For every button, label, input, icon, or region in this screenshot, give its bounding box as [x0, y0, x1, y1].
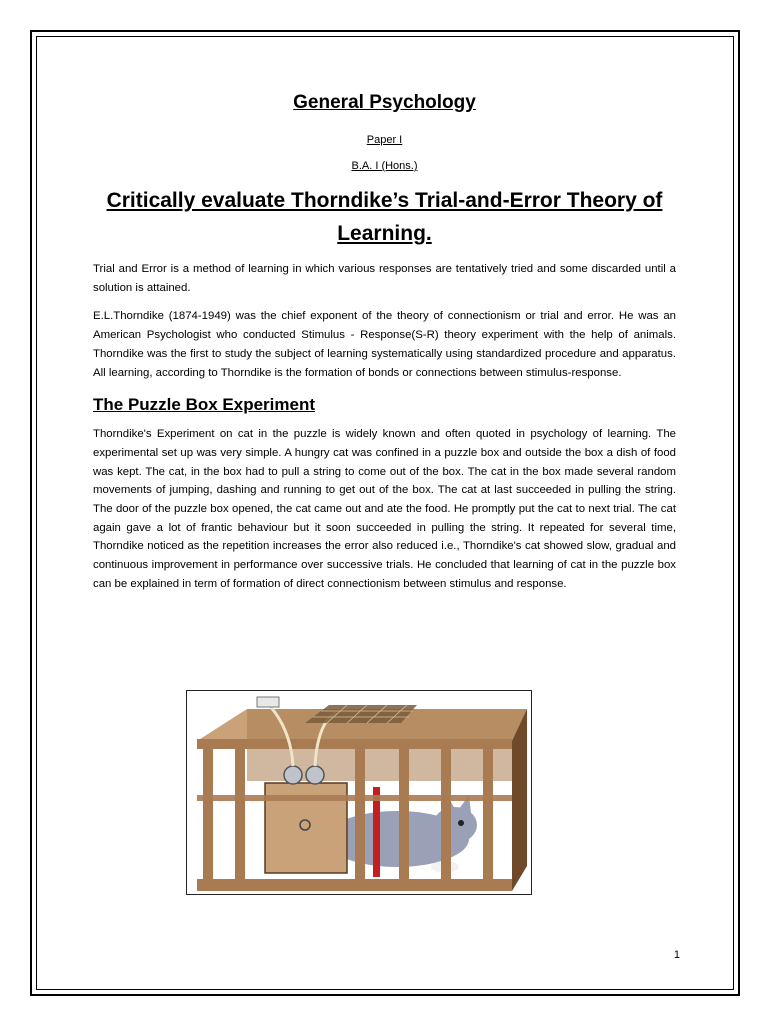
top-latch-block	[257, 697, 279, 707]
page-number: 1	[673, 949, 680, 961]
document-content	[93, 88, 676, 594]
bar	[483, 747, 493, 881]
puzzle-box-illustration	[187, 691, 532, 895]
top-mesh	[305, 705, 417, 723]
cat-eye	[458, 820, 464, 826]
bar	[355, 747, 365, 881]
box-right-side	[512, 709, 527, 891]
document-title: General Psychology	[293, 92, 476, 113]
course-label: B.A. I (Hons.)	[351, 160, 418, 172]
bar	[203, 747, 213, 881]
bar	[235, 747, 245, 881]
paper-label: Paper I	[366, 134, 403, 146]
thorndike-paragraph: E.L.Thorndike (1874-1949) was the chief exponent of the theory of connectionism or trial and error. He was an American Psychologist who conducted Stimulus - Response(S-R) theory experiment with the help of animals. Thorndike was the first to study the subject of learning systematically using standardized procedure and apparatus. All learning, according to Thorndike is the formation of bonds or connections between stimulus-response.	[93, 310, 676, 379]
intro-paragraph: Trial and Error is a method of learning in which various responses are tentatively tried and some discarded until a solution is attained.	[93, 263, 676, 294]
bar	[441, 747, 451, 881]
puzzle-box-figure	[186, 690, 532, 895]
puzzle-box-paragraph: Thorndike's Experiment on cat in the puzzle is widely known and often quoted in psychology of learning. The experimental set up was very simple. A hungry cat was confined in a puzzle box and outside the box a dish of food was kept. The cat, in the box had to pull a string to come out of the box. The cat in the box made several random movements of jumping, dashing and running to get out of the box. The cat at last succeeded in pulling the string. The door of the puzzle box opened, the cat came out and ate the food. He promptly put the cat to next trial. The cat again gave a lot of frantic behaviour but it soon succeeded in pulling the string. It repeated for several time, Thorndike noticed as the repetition increases the error also reduced i.e., Thorndike's cat showed slow, gradual and continuous improvement in performance over successive trials. He concluded that learning of cat in the puzzle box can be explained in term of formation of direct connectionism between stimulus and response.	[93, 428, 676, 590]
bar	[399, 747, 409, 881]
pulley-left	[284, 766, 302, 784]
section-heading: The Puzzle Box Experiment	[93, 395, 315, 415]
pulley-right	[306, 766, 324, 784]
essay-heading: Critically evaluate Thorndike’s Trial-and-Error Theory of Learning.	[106, 189, 663, 245]
mid-rail	[197, 795, 512, 801]
